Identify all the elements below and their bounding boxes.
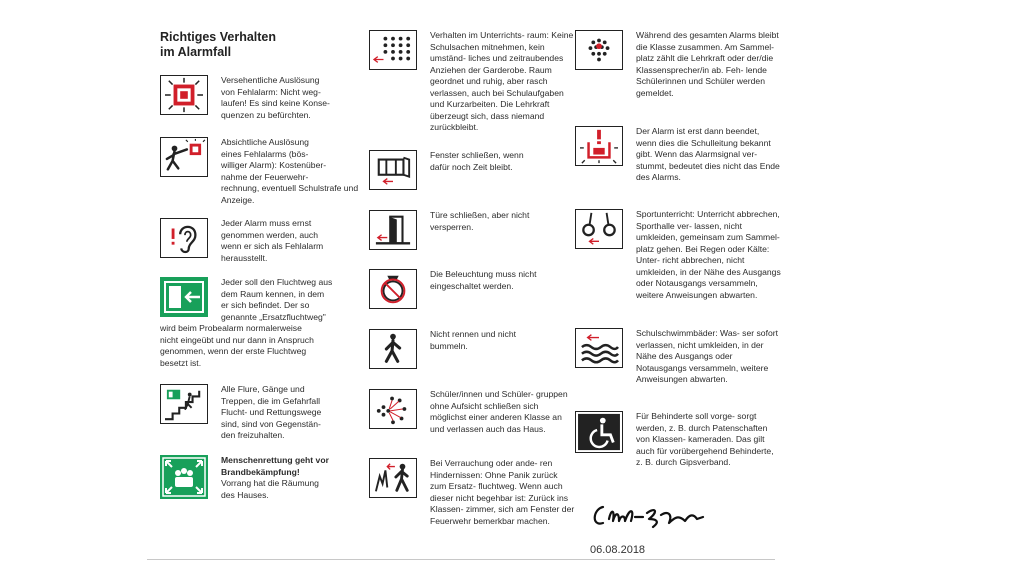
item-text-line: dem Raum kennen, in dem — [221, 288, 325, 299]
item-text-line: er sich befindet. Der so — [221, 300, 310, 310]
item-text: Absichtliche Auslösung eines Fehlalarms (bös- williger Alarm): Kostenüber- nahme der Feuerwehr- rechnung, eventuell Schulstrafe und Anzeige. — [221, 137, 359, 205]
page-title: Richtiges Verhalten im Alarmfall — [160, 30, 277, 59]
item-text: Vorrang hat die Räumung des Hauses. — [221, 478, 319, 500]
item-text: Fenster schließen, wenn dafür noch Zeit bleibt. — [430, 150, 524, 172]
item-text: Für Behinderte soll vorge- sorgt werden, z. B. durch Patenschaften von Klassen- kameraden. Das gilt auch für vorübergehend Behinderte, z. B. durch Gipsverband. — [636, 411, 774, 467]
item-text: Verhalten im Unterrichts- raum: Keine Schulsachen mitnehmen, kein umständ- liches und zeitraubendes Anziehen der Garderobe. Raum geordnet und ruhig, aber rasch verlassen, auch bei Schulaufgaben und Kurzarbeiten. Die Lehrkraft überzeugt sich, dass niemand zurückbleibt. — [430, 30, 574, 132]
classroom-dots-icon — [369, 30, 417, 70]
door-icon — [369, 210, 417, 250]
group-dots-icon — [369, 389, 417, 429]
item-text — [160, 277, 365, 369]
window-icon — [369, 150, 417, 190]
divider — [147, 559, 775, 560]
no-light-icon — [369, 269, 417, 309]
item-text-line: besetzt ist. — [160, 357, 202, 368]
item-text: Sportunterricht: Unterricht abbrechen, Sporthalle ver- lassen, nicht umkleiden, gemeinsam zum Sammel- platz gehen. Bei Regen oder Kälte: Unter- richt abbrechen, nicht umkleiden, in der Nähe des Ausgangs oder Notausgangs versammeln, weitere Anweisungen abwarten. — [636, 209, 781, 300]
item-text-line: wird beim Probealarm normalerweise — [160, 323, 302, 333]
item-text-line: genannte „Ersatzfluchtweg" — [221, 311, 326, 322]
wheelchair-icon — [575, 411, 623, 453]
alarm-end-icon — [575, 126, 623, 166]
safety-sheet — [147, 18, 781, 564]
ear-alert-icon — [160, 218, 208, 258]
class-cluster-icon — [575, 30, 623, 70]
item-text-bold: Menschenrettung geht vor Brandbekämpfung! — [221, 455, 329, 477]
item-text: Während des gesamten Alarms bleibt die Klasse zusammen. Am Sammel- platz zählt die Lehrkraft oder der/die Klassensprecher/in ab. Feh- lende Schülerinnen und Schüler werden gemeldet. — [636, 30, 779, 98]
swimming-waves-icon — [575, 328, 623, 368]
fire-return-icon — [369, 458, 417, 498]
assembly-point-icon — [160, 455, 208, 499]
item-text: Türe schließen, aber nicht versperren. — [430, 210, 530, 232]
item-text: Der Alarm ist erst dann beendet, wenn dies die Schulleitung bekannt gibt. Wenn das Alarmsignal ver- stummt, bedeutet dies nicht das Ende des Alarms. — [636, 126, 780, 182]
item-text: Alle Flure, Gänge und Treppen, die im Gefahrfall Flucht- und Rettungswege sind, sind von Gegenstän- den freizuhalten. — [221, 384, 322, 440]
item-text: Nicht rennen und nicht bummeln. — [430, 329, 516, 351]
item-text: Schüler/innen und Schüler- gruppen ohne Aufsicht schließen sich möglichst einer anderen Klasse an und verlassen auch das Haus. — [430, 389, 568, 434]
walking-person-icon — [369, 329, 417, 369]
gym-rings-icon — [575, 209, 623, 249]
item-text-line: genommen, wenn der erste Fluchtweg — [160, 346, 307, 356]
item-text-line: nicht eingeübt und nur dann in Anspruch — [160, 334, 314, 345]
item-text: Jeder Alarm muss ernst genommen werden, auch wenn er sich als Fehlalarm herausstellt. — [221, 218, 324, 263]
item-text: Schulschwimmbäder: Was- ser sofort verlassen, nicht umkleiden, in der Nähe des Ausgangs oder Notausgangs versammeln, weitere Anweisungen abwarten. — [636, 328, 778, 384]
date-label: 06.08.2018 — [590, 544, 646, 556]
alarm-button-icon — [160, 75, 208, 115]
item-text: Versehentliche Auslösung von Fehlalarm: Nicht weg- laufen! Es sind keine Konse- quenzen zu befürchten. — [221, 75, 330, 120]
item-text-line: Jeder soll den Fluchtweg aus — [221, 277, 333, 287]
item-text: Die Beleuchtung muss nicht eingeschaltet werden. — [430, 269, 537, 291]
stairs-exit-icon — [160, 384, 208, 424]
item-text: Bei Verrauchung oder ande- ren Hindernissen: Ohne Panik zurück zum Ersatz- fluchtweg. Wenn auch dieser nicht begehbar ist: Zurück ins Klassen- zimmer, sich am Fenster der Feuerwehr bemerkbar machen. — [430, 458, 575, 526]
signature — [589, 497, 709, 537]
person-pressing-alarm-icon — [160, 137, 208, 177]
